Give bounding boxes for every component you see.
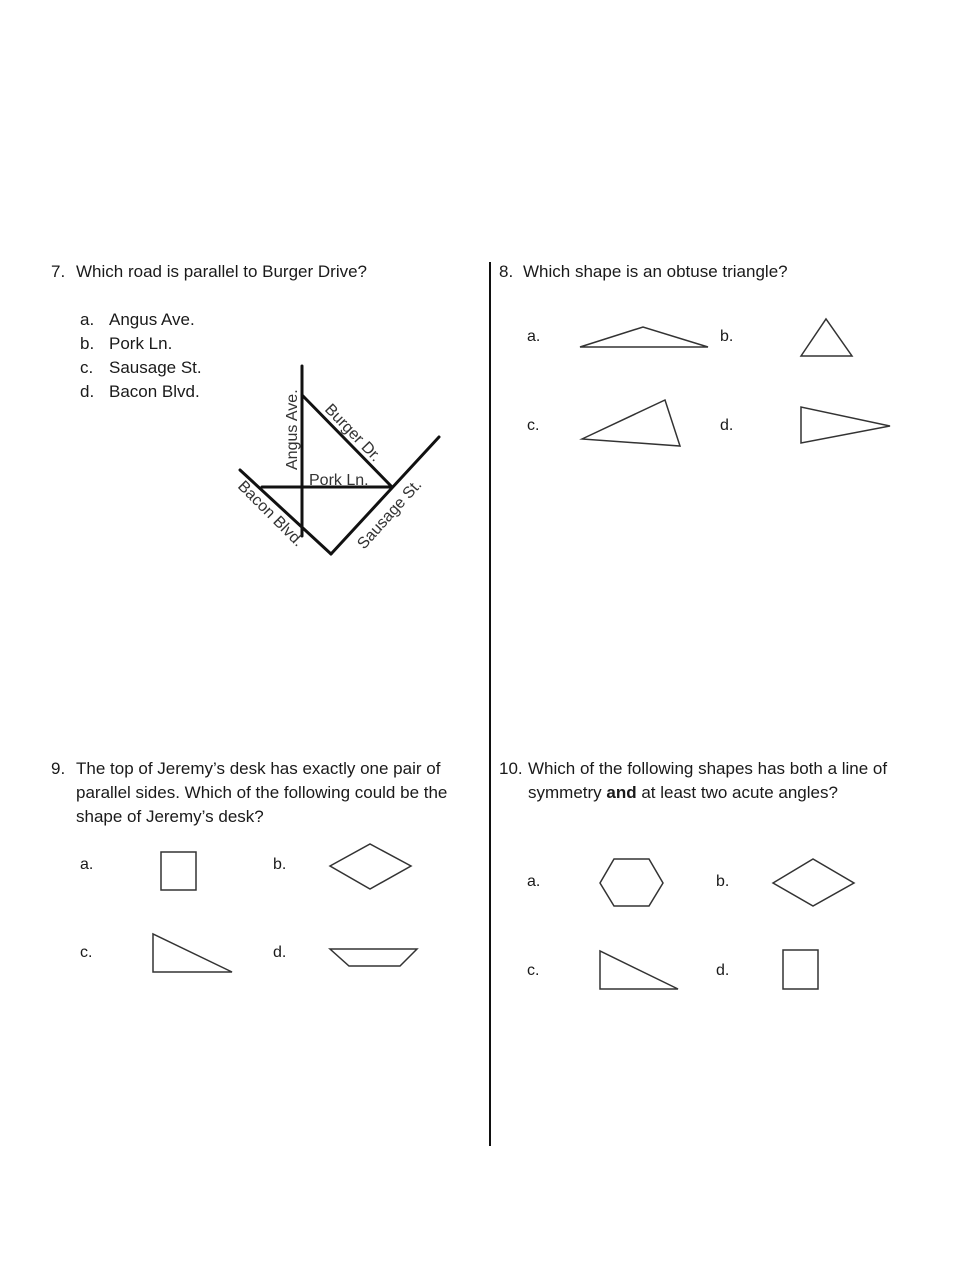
answer-option-a-text: Angus Ave.: [109, 310, 195, 329]
question-text-line-2: [528, 781, 838, 805]
burger-dr-label: Burger Dr.: [321, 400, 385, 466]
answer-option-a[interactable]: a.: [80, 856, 94, 873]
option-letter: c.: [80, 358, 94, 377]
answer-option-d[interactable]: d.: [273, 944, 287, 961]
square-shape[interactable]: [160, 851, 198, 891]
question-text-line-3: shape of Jeremy’s desk?: [76, 807, 264, 826]
answer-option-a[interactable]: a.: [527, 873, 541, 890]
emphasis-and: and: [606, 783, 637, 802]
rhombus-shape[interactable]: [771, 857, 857, 909]
question-text-line-1: The top of Jeremy’s desk has exactly one pair of: [76, 759, 441, 778]
text-segment: symmetry: [528, 783, 607, 802]
equilateral-triangle-shape[interactable]: [799, 317, 855, 359]
answer-option-b[interactable]: b.: [720, 328, 734, 345]
obtuse-triangle-wide-shape[interactable]: [578, 325, 710, 349]
question-8: [499, 260, 959, 290]
question-text: Which road is parallel to Burger Drive?: [76, 262, 368, 281]
answer-option-a[interactable]: a.: [527, 328, 541, 345]
sausage-st-road: [331, 437, 439, 554]
text-segment: at least two acute angles?: [636, 783, 838, 802]
hexagon-shape[interactable]: [598, 857, 666, 909]
answer-option-c-text: Sausage St.: [109, 358, 202, 377]
question-number: 8.: [499, 262, 514, 281]
option-letter: d.: [80, 382, 95, 401]
sausage-st-label: Sausage St.: [354, 476, 426, 553]
right-triangle-shape[interactable]: [152, 933, 234, 975]
answer-option-c[interactable]: c.: [80, 944, 93, 961]
square-shape[interactable]: [782, 949, 820, 991]
option-letter: a.: [80, 310, 95, 329]
question-text-line-1: Which of the following shapes has both a line of: [528, 759, 888, 778]
question-text-line-2: parallel sides. Which of the following could be the: [76, 783, 448, 802]
answer-option-b[interactable]: b.: [273, 856, 287, 873]
option-letter: b.: [80, 334, 95, 353]
question-number: 9.: [51, 759, 66, 778]
answer-option-d[interactable]: d.: [720, 417, 734, 434]
bacon-blvd-label: Bacon Blvd.: [234, 477, 307, 551]
rhombus-shape[interactable]: [328, 842, 414, 892]
scalene-triangle-shape[interactable]: [580, 398, 684, 450]
angus-ave-label: Angus Ave.: [284, 389, 301, 470]
trapezoid-shape[interactable]: [328, 947, 420, 969]
right-triangle-sideways-shape[interactable]: [799, 405, 893, 445]
question-number: 10.: [499, 759, 523, 778]
question-9: [51, 757, 481, 833]
answer-option-c[interactable]: c.: [527, 417, 540, 434]
question-number: 7.: [51, 262, 66, 281]
question-text: Which shape is an obtuse triangle?: [523, 262, 788, 281]
answer-option-b[interactable]: b.: [716, 873, 730, 890]
answer-option-d[interactable]: d.: [716, 962, 730, 979]
question-10: [499, 757, 959, 809]
right-triangle-shape[interactable]: [599, 950, 681, 992]
answer-option-d-text: Bacon Blvd.: [109, 382, 200, 401]
pork-ln-label: Pork Ln.: [309, 472, 369, 489]
answer-option-b-text: Pork Ln.: [109, 334, 173, 353]
answer-option-c[interactable]: c.: [527, 962, 540, 979]
